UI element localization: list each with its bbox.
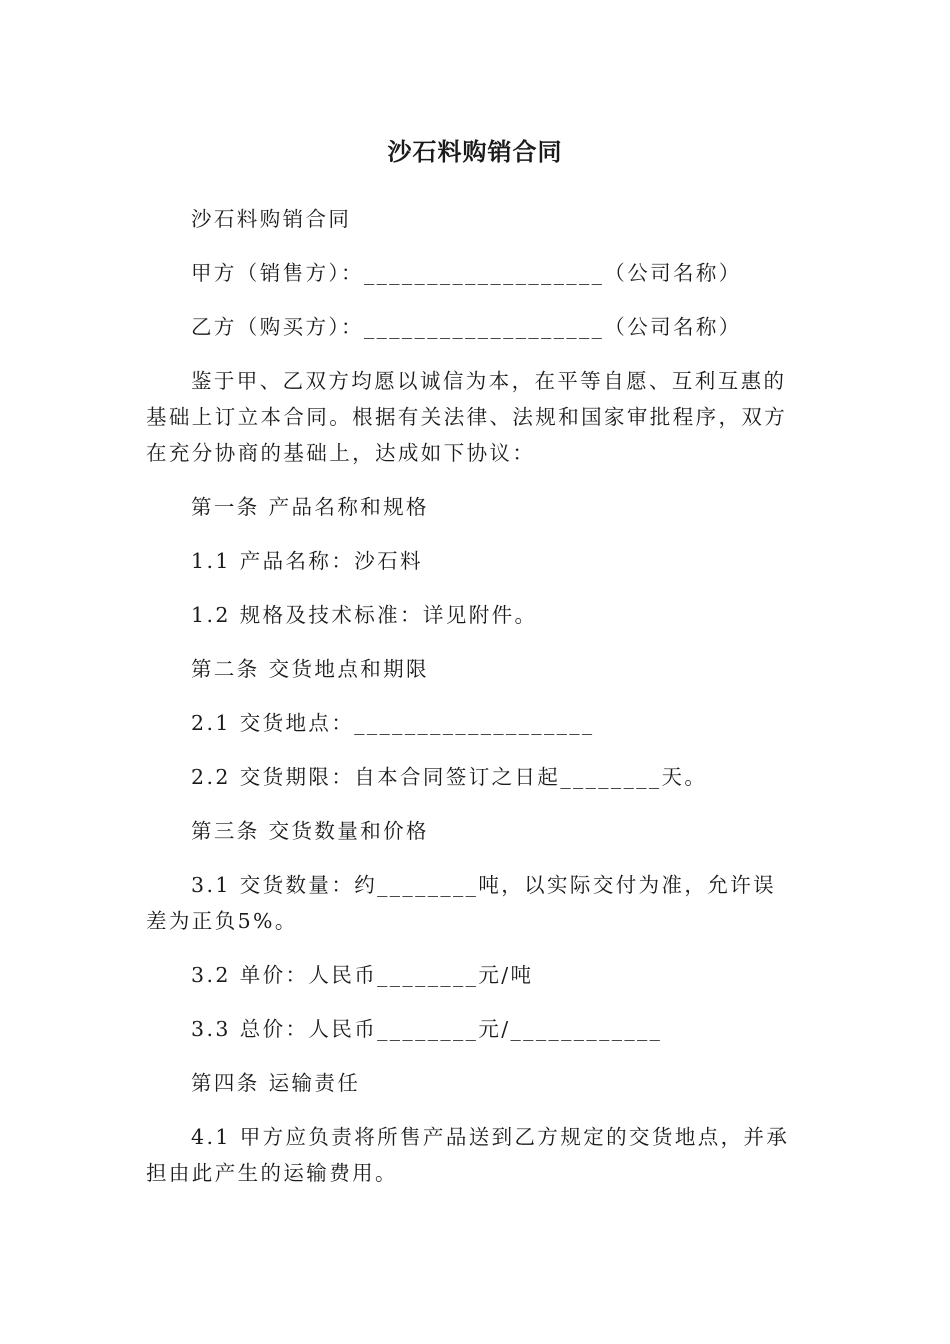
clause-2-2: 2.2 交货期限：自本合同签订之日起________天。 xyxy=(191,765,708,789)
paragraph-subtitle: 沙石料购销合同 xyxy=(191,207,352,231)
clause-3-2: 3.2 单价：人民币________元/吨 xyxy=(191,963,534,987)
paragraph-party-a: 甲方（销售方）：___________________（公司名称） xyxy=(191,261,742,285)
clause-4-1: 4.1 甲方应负责将所售产品送到乙方规定的交货地点，并承担由此产生的运输费用。 xyxy=(146,1125,790,1185)
document-body xyxy=(146,201,798,1209)
paragraph-preamble: 鉴于甲、乙双方均愿以诚信为本，在平等自愿、互利互惠的基础上订立本合同。根据有关法律、法规和国家审批程序，双方在充分协商的基础上，达成如下协议： xyxy=(146,369,788,465)
paragraph-party-b: 乙方（购买方）：___________________（公司名称） xyxy=(191,315,742,339)
clause-1-2: 1.2 规格及技术标准：详见附件。 xyxy=(191,603,538,627)
clause-2-1: 2.1 交货地点：___________________ xyxy=(191,711,595,735)
article-4-heading: 第四条 运输责任 xyxy=(191,1071,361,1095)
article-1-heading: 第一条 产品名称和规格 xyxy=(191,495,429,519)
clause-1-1: 1.1 产品名称：沙石料 xyxy=(191,549,423,573)
document-title: 沙石料购销合同 xyxy=(387,138,563,166)
clause-3-3: 3.3 总价：人民币________元/____________ xyxy=(191,1017,663,1041)
article-3-heading: 第三条 交货数量和价格 xyxy=(191,819,429,843)
clause-3-1: 3.1 交货数量：约________吨，以实际交付为准，允许误差为正负5%。 xyxy=(146,873,777,933)
article-2-heading: 第二条 交货地点和期限 xyxy=(191,657,429,681)
